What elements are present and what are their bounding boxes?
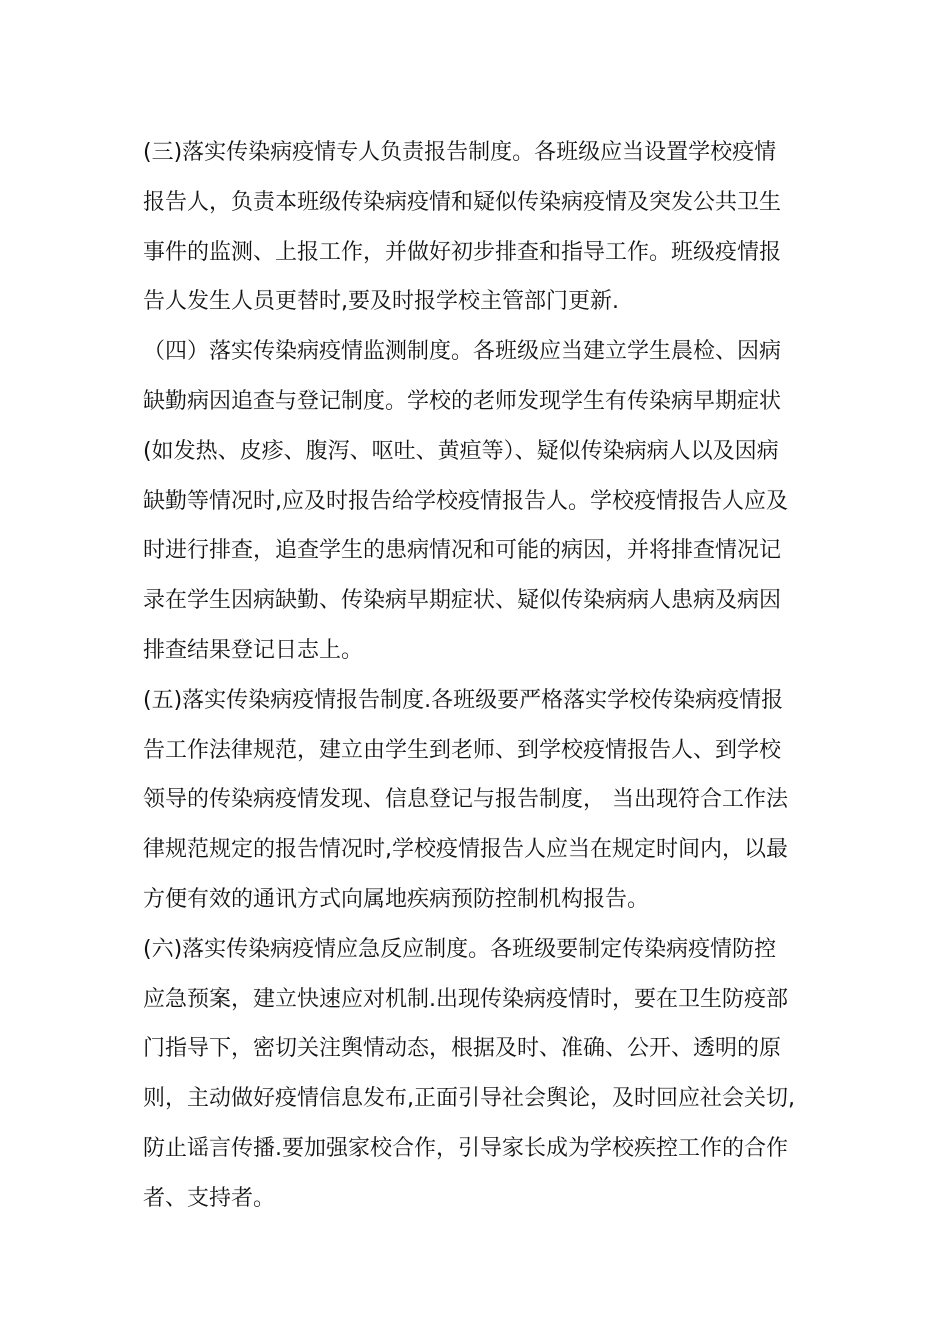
- text-line: (五)落实传染病疫情报告制度.各班级要严格落实学校传染病疫情报: [143, 687, 784, 713]
- text-line: 告工作法律规范，建立由学生到老师、到学校疫情报告人、到学校: [143, 737, 782, 763]
- text-line: (三)落实传染病疫情专人负责报告制度。各班级应当设置学校疫情: [143, 140, 777, 165]
- text-line: 应急预案，建立快速应对机制.出现传染病疫情时，要在卫生防疫部: [143, 986, 788, 1012]
- text-line: 缺勤等情况时,应及时报告给学校疫情报告人。学校疫情报告人应及: [143, 488, 788, 514]
- text-line: (六)落实传染病疫情应急反应制度。各班级要制定传染病疫情防控: [143, 936, 777, 962]
- text-line: （四）落实传染病疫情监测制度。各班级应当建立学生晨检、因病: [143, 339, 782, 365]
- text-line: 录在学生因病缺勤、传染病早期症状、疑似传染病病人患病及病因: [143, 588, 782, 614]
- document-body: [143, 128, 808, 1224]
- text-line: 方便有效的通讯方式向属地疾病预防控制机构报告。: [143, 886, 650, 912]
- text-line: 防止谣言传播.要加强家校合作，引导家长成为学校疾控工作的合作: [143, 1135, 788, 1161]
- text-line: 领导的传染病疫情发现、信息登记与报告制度， 当出现符合工作法: [143, 787, 788, 813]
- text-line: 者、支持者。: [143, 1185, 276, 1211]
- text-line: (如发热、皮疹、腹泻、呕吐、黄疸等）、疑似传染病病人以及因病: [143, 438, 779, 464]
- text-line: 排查结果登记日志上。: [143, 637, 364, 663]
- text-line: 时进行排查，追查学生的患病情况和可能的病因，并将排查情况记: [143, 538, 782, 564]
- text-line: 则，主动做好疫情信息发布,正面引导社会舆论，及时回应社会关切,: [143, 1086, 795, 1112]
- text-line: 报告人，负责本班级传染病疫情和疑似传染病疫情及突发公共卫生: [143, 189, 782, 215]
- text-line: 律规范规定的报告情况时,学校疫情报告人应当在规定时间内，以最: [143, 837, 788, 863]
- text-line: 缺勤病因追查与登记制度。学校的老师发现学生有传染病早期症状: [143, 388, 782, 414]
- text-line: 门指导下，密切关注舆情动态，根据及时、准确、公开、透明的原: [143, 1036, 782, 1062]
- text-line: 告人发生人员更替时,要及时报学校主管部门更新.: [143, 289, 619, 315]
- text-line: 事件的监测、上报工作，并做好初步排查和指导工作。班级疫情报: [143, 239, 782, 265]
